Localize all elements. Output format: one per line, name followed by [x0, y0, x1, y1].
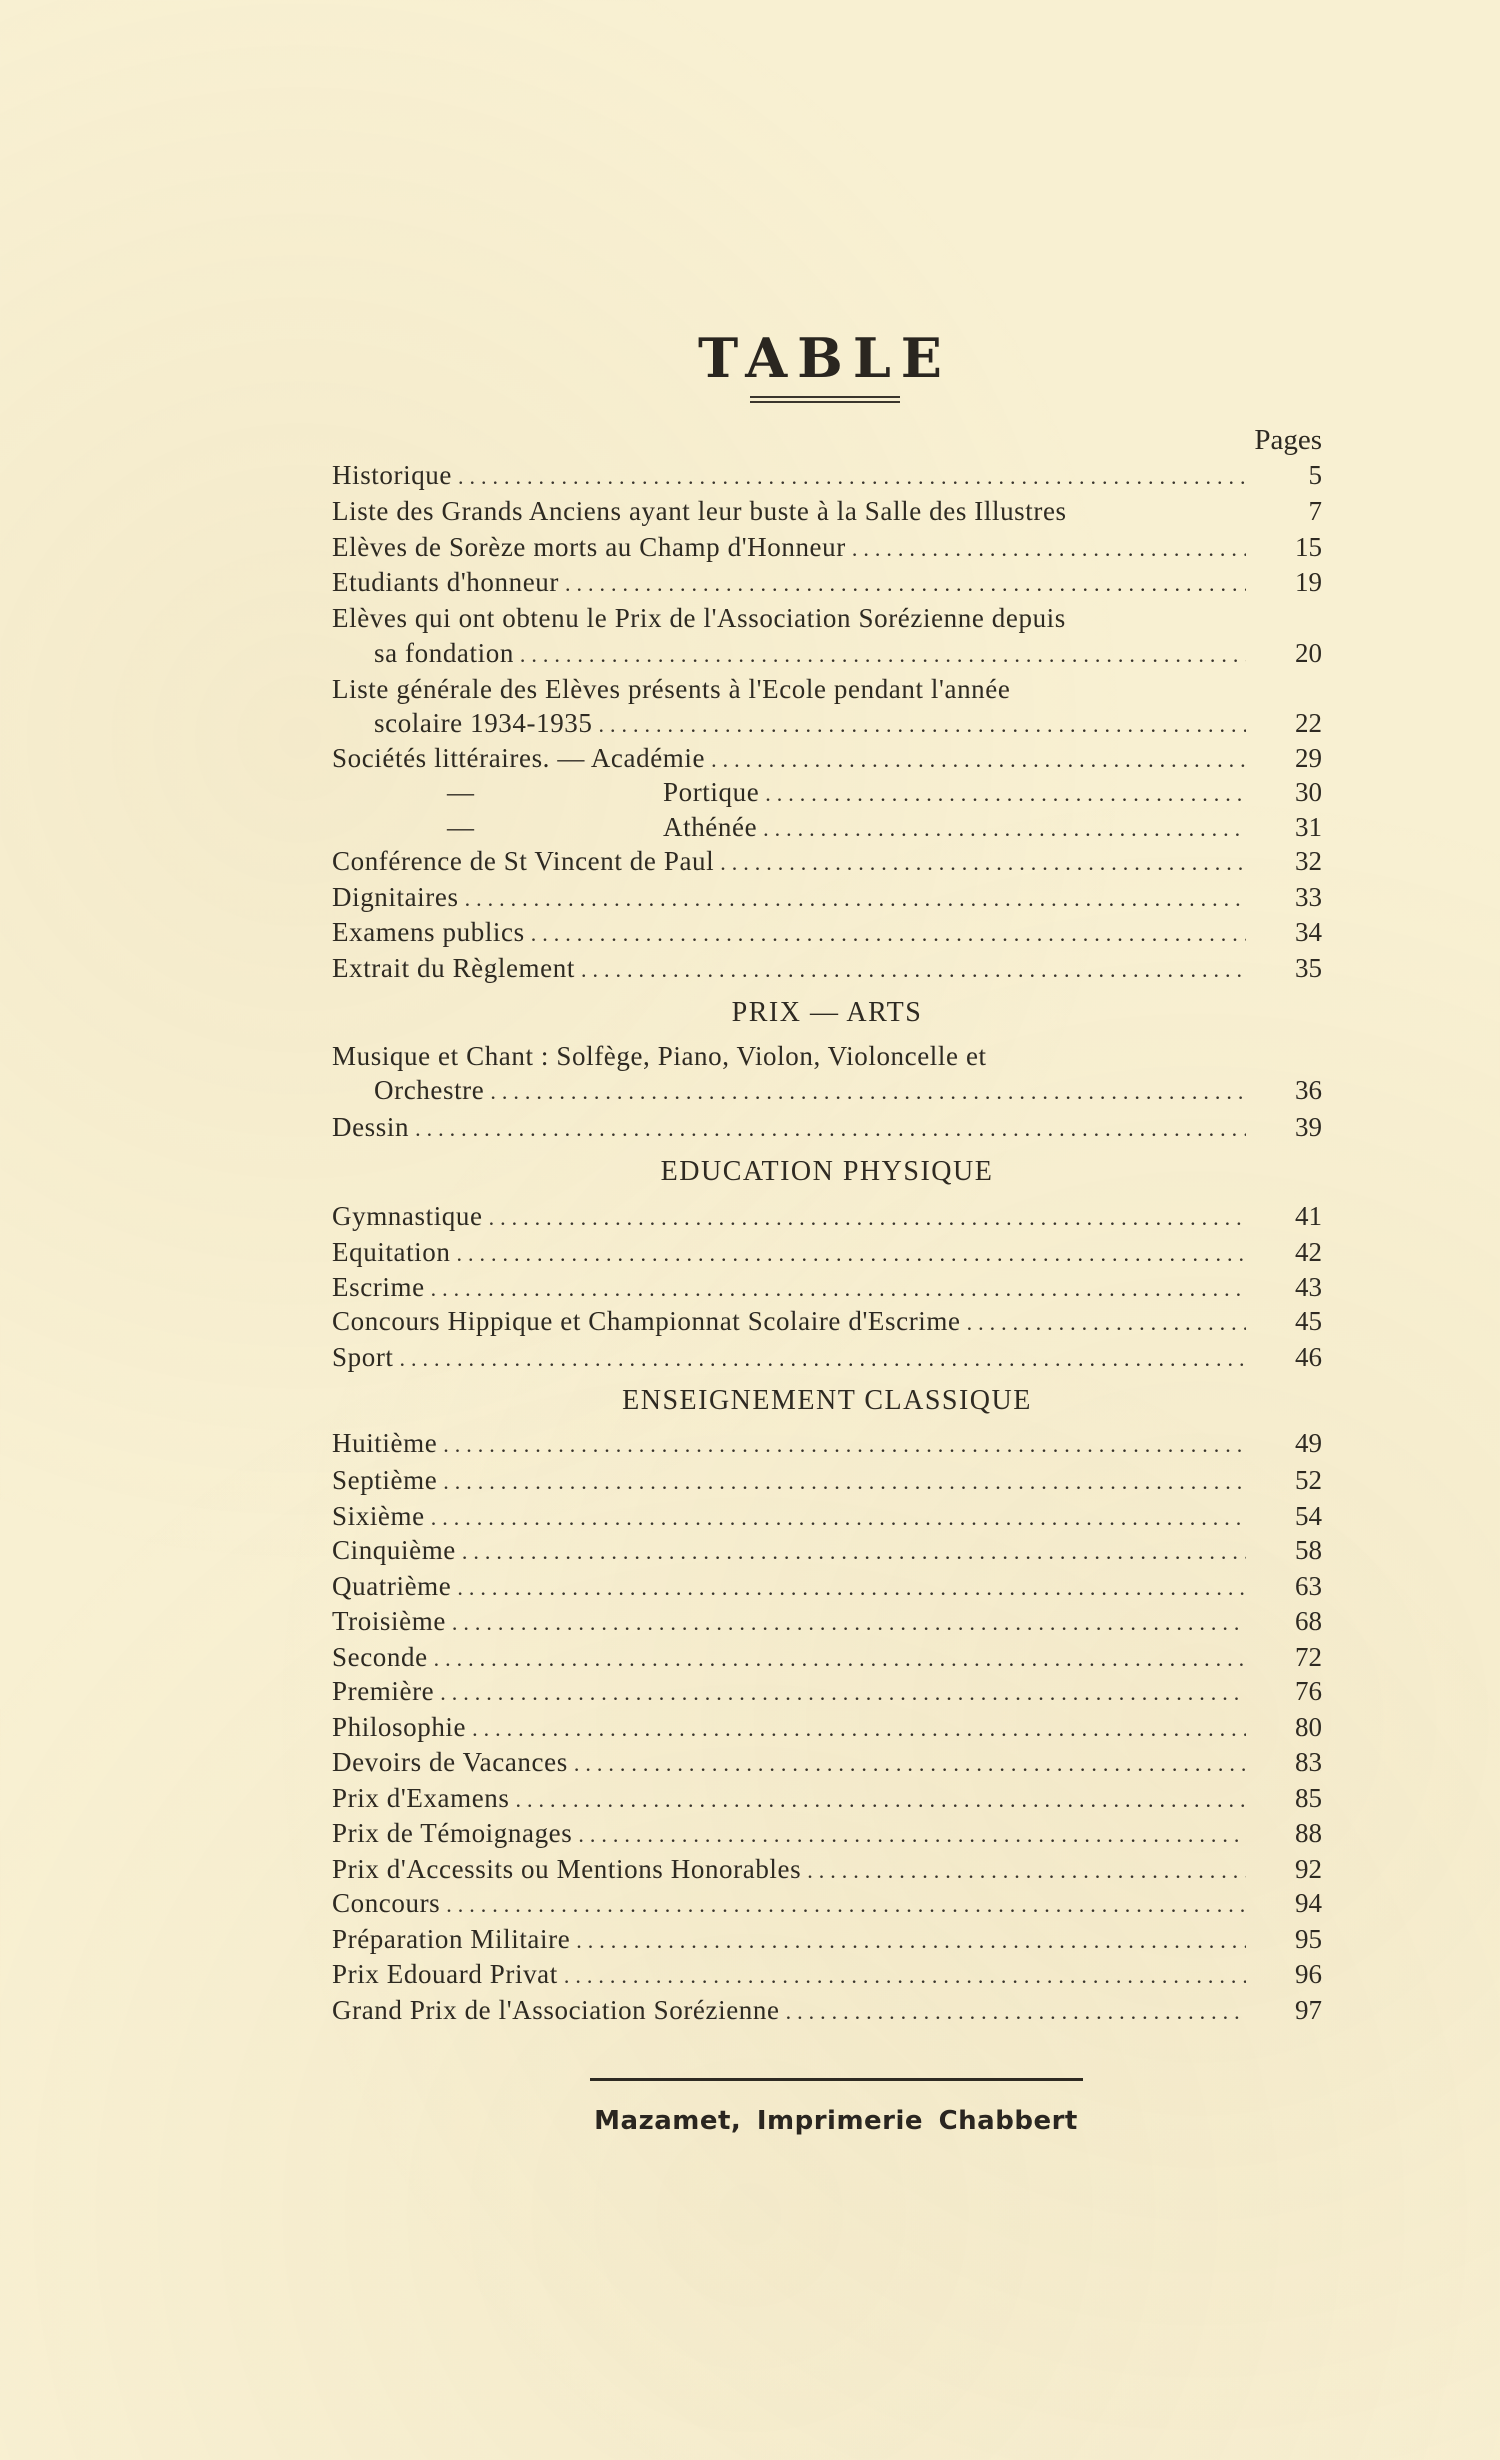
entry-label: Philosophie	[332, 1712, 467, 1742]
toc-entry[interactable]	[332, 741, 1322, 775]
dot-leader	[807, 1854, 1246, 1888]
toc-entry[interactable]	[332, 1426, 1322, 1460]
entry-page: 43	[1295, 1272, 1322, 1302]
toc-entry[interactable]	[332, 1304, 1322, 1338]
entry-page: 94	[1295, 1888, 1322, 1918]
entry-page: 31	[1295, 812, 1322, 842]
entry-page: 58	[1295, 1535, 1322, 1565]
entry-page: 7	[1308, 496, 1322, 526]
toc-entry[interactable]	[332, 810, 1322, 844]
dot-leader	[711, 743, 1246, 777]
entry-label: Sport	[332, 1342, 394, 1372]
toc-entry[interactable]	[332, 1710, 1322, 1744]
dot-leader	[443, 1428, 1246, 1462]
entry-label: Sociétés littéraires. — Académie	[332, 743, 706, 773]
toc-entry[interactable]	[332, 530, 1322, 564]
toc-entry[interactable]	[332, 1463, 1322, 1497]
entry-page: 42	[1295, 1237, 1322, 1267]
entry-page: 97	[1295, 1995, 1322, 2025]
entry-page: 96	[1295, 1959, 1322, 1989]
toc-entry[interactable]	[332, 1039, 1322, 1073]
ditto-dash: —	[447, 777, 474, 807]
entry-label: Sixième	[332, 1501, 425, 1531]
entry-label: Première	[332, 1676, 435, 1706]
toc-entry[interactable]	[332, 1270, 1322, 1304]
entry-page: 68	[1295, 1606, 1322, 1636]
entry-page: 95	[1295, 1924, 1322, 1954]
entry-label: Portique	[663, 777, 760, 807]
page-title: TABLE	[698, 326, 952, 390]
dot-leader	[434, 1642, 1246, 1676]
entry-label: Prix d'Accessits ou Mentions Honorables	[332, 1854, 802, 1884]
entry-page: 76	[1295, 1676, 1322, 1706]
entry-label: Devoirs de Vacances	[332, 1747, 568, 1777]
dot-leader	[852, 532, 1246, 566]
entry-page: 30	[1295, 777, 1322, 807]
dot-leader	[465, 882, 1246, 916]
dot-leader	[458, 460, 1246, 494]
toc-entry[interactable]	[332, 1499, 1322, 1533]
dot-leader	[457, 1571, 1246, 1605]
entry-page: 92	[1295, 1854, 1322, 1884]
entry-page: 34	[1295, 917, 1322, 947]
toc-entry[interactable]	[332, 1604, 1322, 1638]
entry-page: 32	[1295, 846, 1322, 876]
dot-leader	[599, 708, 1247, 742]
toc-entry-continuation[interactable]	[332, 706, 1322, 740]
section-heading-education-physique: EDUCATION PHYSIQUE	[660, 1156, 994, 1187]
dot-leader	[516, 1783, 1247, 1817]
dot-leader	[520, 638, 1246, 672]
entry-label: Prix de Témoignages	[332, 1818, 573, 1848]
entry-label: Extrait du Règlement	[332, 953, 575, 983]
ditto-dash: —	[447, 812, 474, 842]
dot-leader	[967, 1306, 1246, 1340]
entry-label: Conférence de St Vincent de Paul	[332, 846, 715, 876]
entry-page: 39	[1295, 1112, 1322, 1142]
entry-page: 63	[1295, 1571, 1322, 1601]
dot-leader	[489, 1201, 1246, 1235]
entry-label: Concours Hippique et Championnat Scolaire d'Escrime	[332, 1306, 961, 1336]
entry-page: 29	[1295, 743, 1322, 773]
entry-page: 35	[1295, 953, 1322, 983]
toc-entry[interactable]	[332, 1745, 1322, 1779]
toc-entry[interactable]	[332, 880, 1322, 914]
toc-entry[interactable]	[332, 1110, 1322, 1144]
entry-page: 22	[1295, 708, 1322, 738]
entry-page: 80	[1295, 1712, 1322, 1742]
toc-entry[interactable]	[332, 672, 1322, 706]
toc-entry[interactable]	[332, 915, 1322, 949]
toc-entry[interactable]	[332, 1886, 1322, 1920]
entry-label: Escrime	[332, 1272, 425, 1302]
toc-entry[interactable]	[332, 844, 1322, 878]
entry-label: Préparation Militaire	[332, 1924, 571, 1954]
entry-label: Prix Edouard Privat	[332, 1959, 558, 1989]
entry-label: Prix d'Examens	[332, 1783, 510, 1813]
entry-label: Grand Prix de l'Association Sorézienne	[332, 1995, 780, 2025]
entry-label: Seconde	[332, 1642, 428, 1672]
entry-label: Quatrième	[332, 1571, 452, 1601]
dot-leader	[446, 1888, 1246, 1922]
dot-leader	[581, 953, 1246, 987]
entry-label: Historique	[332, 460, 452, 490]
entry-page: 19	[1295, 567, 1322, 597]
dot-leader	[452, 1606, 1246, 1640]
dot-leader	[440, 1676, 1246, 1710]
toc-entry[interactable]	[332, 1957, 1322, 1991]
toc-entry[interactable]	[332, 494, 1322, 528]
entry-page: 49	[1295, 1428, 1322, 1458]
dot-leader	[565, 567, 1246, 601]
dot-leader	[574, 1747, 1246, 1781]
dot-leader	[472, 1712, 1246, 1746]
printer-imprint: Mazamet, Imprimerie Chabbert	[594, 2106, 1078, 2136]
entry-label: Etudiants d'honneur	[332, 567, 559, 597]
entry-label: Cinquième	[332, 1535, 456, 1565]
dot-leader	[431, 1501, 1246, 1535]
entry-label: Orchestre	[374, 1075, 485, 1105]
dot-leader	[765, 777, 1246, 811]
toc-entry[interactable]	[332, 1993, 1322, 2027]
entry-label: Troisième	[332, 1606, 446, 1636]
title-double-rule	[750, 396, 900, 403]
entry-page: 46	[1295, 1342, 1322, 1372]
toc-entry[interactable]	[332, 1816, 1322, 1850]
dot-leader	[431, 1272, 1246, 1306]
toc-entry[interactable]	[332, 1781, 1322, 1815]
toc-entry[interactable]	[332, 601, 1322, 635]
entry-label: Liste des Grands Anciens ayant leur buste à la Salle des Illustres	[332, 496, 1067, 526]
dot-leader	[720, 846, 1246, 880]
entry-label: Elèves de Sorèze morts au Champ d'Honneur	[332, 532, 846, 562]
entry-page: 88	[1295, 1818, 1322, 1848]
entry-page: 15	[1295, 532, 1322, 562]
entry-page: 72	[1295, 1642, 1322, 1672]
entry-label: Septième	[332, 1465, 438, 1495]
dot-leader	[415, 1112, 1246, 1146]
toc-entry[interactable]	[332, 1852, 1322, 1886]
toc-entry[interactable]	[332, 458, 1322, 492]
dot-leader	[462, 1535, 1246, 1569]
toc-entry[interactable]	[332, 1235, 1322, 1269]
dot-leader	[443, 1465, 1246, 1499]
dot-leader	[576, 1924, 1246, 1958]
entry-page: 85	[1295, 1783, 1322, 1813]
dot-leader	[763, 812, 1246, 846]
dot-leader	[456, 1237, 1246, 1271]
entry-page: 54	[1295, 1501, 1322, 1531]
pages-column-header: Pages	[1254, 424, 1322, 456]
entry-label: Dessin	[332, 1112, 410, 1142]
entry-label: Equitation	[332, 1237, 451, 1267]
toc-entry[interactable]	[332, 1922, 1322, 1956]
entry-label: Liste générale des Elèves présents à l'Ecole pendant l'année	[332, 674, 1011, 704]
toc-entry[interactable]	[332, 775, 1322, 809]
toc-entry[interactable]	[332, 1199, 1322, 1233]
toc-entry[interactable]	[332, 1674, 1322, 1708]
entry-label: Musique et Chant : Solfège, Piano, Violon, Violoncelle et	[332, 1041, 987, 1071]
entry-label: Concours	[332, 1888, 441, 1918]
section-heading-prix-arts: PRIX — ARTS	[731, 997, 923, 1028]
section-heading-enseignement-classique: ENSEIGNEMENT CLASSIQUE	[622, 1385, 1032, 1416]
dot-leader	[786, 1995, 1246, 2029]
entry-label: scolaire 1934-1935	[374, 708, 593, 738]
toc-entry[interactable]	[332, 1340, 1322, 1374]
entry-label: Huitième	[332, 1428, 438, 1458]
dot-leader	[490, 1075, 1246, 1109]
toc-entry-continuation[interactable]	[332, 636, 1322, 670]
entry-page: 5	[1308, 460, 1322, 490]
dot-leader	[578, 1818, 1246, 1852]
entry-label: Elèves qui ont obtenu le Prix de l'Association Sorézienne depuis	[332, 603, 1066, 633]
dot-leader	[531, 917, 1246, 951]
entry-page: 83	[1295, 1747, 1322, 1777]
entry-label: Examens publics	[332, 917, 525, 947]
entry-page: 33	[1295, 882, 1322, 912]
toc-entry[interactable]	[332, 1533, 1322, 1567]
entry-page: 41	[1295, 1201, 1322, 1231]
toc-entry[interactable]	[332, 1640, 1322, 1674]
dot-leader	[564, 1959, 1246, 1993]
entry-label: Gymnastique	[332, 1201, 483, 1231]
entry-page: 20	[1295, 638, 1322, 668]
footer-rule	[590, 2078, 1083, 2081]
entry-label: Dignitaires	[332, 882, 459, 912]
toc-entry-continuation[interactable]	[332, 1073, 1322, 1107]
toc-entry[interactable]	[332, 951, 1322, 985]
entry-page: 45	[1295, 1306, 1322, 1336]
entry-page: 52	[1295, 1465, 1322, 1495]
entry-label: Athénée	[663, 812, 758, 842]
toc-entry[interactable]	[332, 1569, 1322, 1603]
dot-leader	[400, 1342, 1246, 1376]
entry-label: sa fondation	[374, 638, 514, 668]
entry-page: 36	[1295, 1075, 1322, 1105]
toc-entry[interactable]	[332, 565, 1322, 599]
